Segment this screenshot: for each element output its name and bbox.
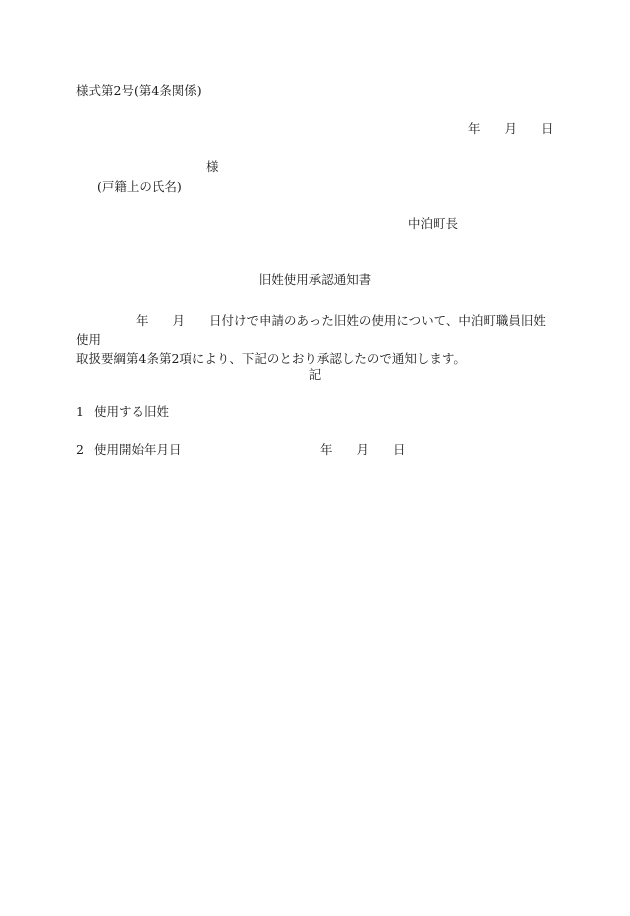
body-paragraph — [76, 311, 556, 368]
body-text-line1: 日付けで申請のあった旧姓の使用について、中泊町職員旧姓使用 — [76, 313, 546, 347]
issue-date-year: 年 — [468, 121, 481, 136]
item-number: 1 — [76, 404, 84, 419]
item-number: 2 — [76, 442, 84, 457]
body-text-line2: 取扱要綱第4条第2項により、下記のとおり承認したので通知します。 — [76, 351, 466, 366]
sender-name: 中泊町長 — [408, 216, 459, 231]
list-item — [76, 406, 169, 419]
body-year: 年 — [136, 313, 149, 328]
issue-date — [468, 123, 554, 136]
start-date-year: 年 — [320, 442, 333, 457]
item-label: 使用開始年月日 — [94, 442, 182, 457]
list-item — [76, 444, 182, 457]
ki-heading: 記 — [308, 367, 322, 382]
recipient-honorific: 様 — [206, 159, 219, 174]
recipient-name-note: (戸籍上の氏名) — [97, 179, 182, 194]
body-month: 月 — [172, 313, 186, 328]
start-date-day: 日 — [393, 442, 406, 457]
form-number: 様式第2号(第4条関係) — [76, 83, 202, 98]
issue-date-day: 日 — [541, 121, 554, 136]
start-date — [320, 444, 406, 457]
start-date-month: 月 — [356, 442, 370, 457]
issue-date-month: 月 — [504, 121, 518, 136]
document-title: 旧姓使用承認通知書 — [258, 272, 372, 287]
item-label: 使用する旧姓 — [94, 404, 170, 419]
